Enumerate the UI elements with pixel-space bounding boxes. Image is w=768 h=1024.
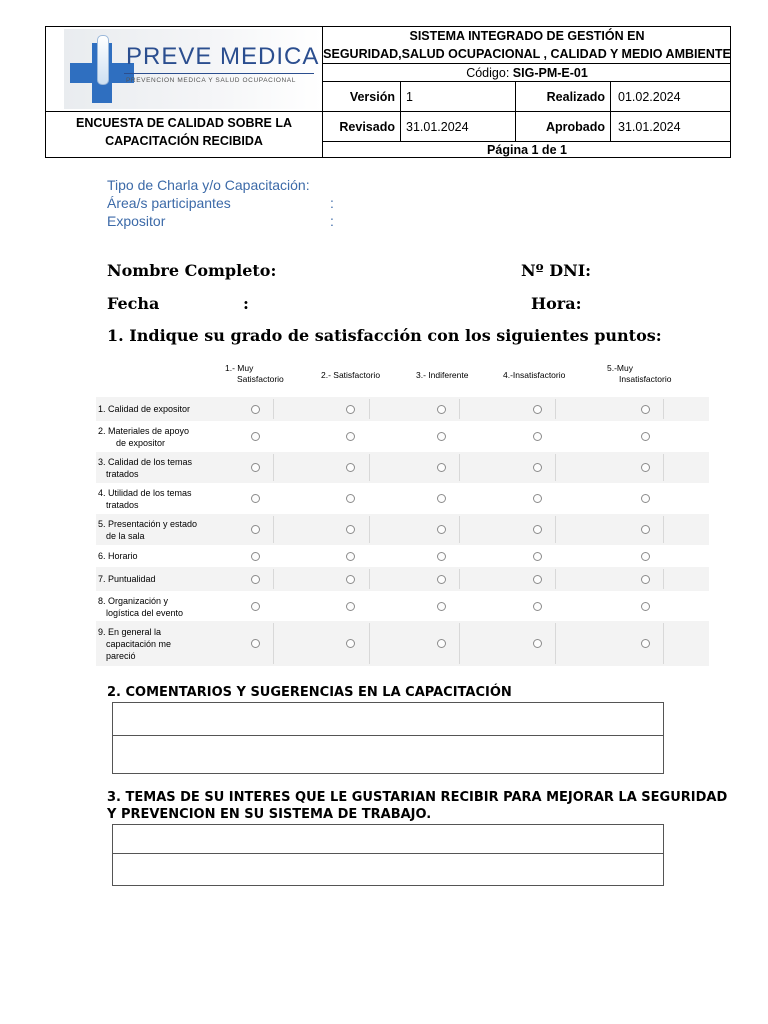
survey-row (96, 514, 709, 545)
radio-option-1[interactable] (251, 432, 260, 441)
realizado-value: 01.02.2024 (618, 89, 681, 104)
cell-separator (369, 623, 370, 664)
cell-separator (459, 516, 460, 543)
radio-option-1[interactable] (251, 494, 260, 503)
scale-header-line1: 2.- Satisfactorio (321, 370, 381, 380)
cell-separator (663, 454, 664, 481)
aprobado-label: Aprobado (545, 119, 605, 134)
scale-header-line2: Satisfactorio (237, 374, 284, 384)
radio-option-2[interactable] (346, 463, 355, 472)
system-title-line2: SEGURIDAD,SALUD OCUPACIONAL , CALIDAD Y MEDIO AMBIENTE (323, 46, 731, 61)
radio-option-3[interactable] (437, 639, 446, 648)
cell-separator (273, 569, 274, 589)
radio-option-5[interactable] (641, 575, 650, 584)
scale-header-4 (503, 370, 565, 381)
scale-header-2 (321, 370, 380, 381)
radio-option-2[interactable] (346, 405, 355, 414)
radio-option-1[interactable] (251, 639, 260, 648)
radio-option-4[interactable] (533, 463, 542, 472)
survey-item-label (98, 595, 223, 619)
company-logo (64, 29, 322, 109)
survey-item-text: logística del evento (106, 607, 184, 618)
radio-option-2[interactable] (346, 432, 355, 441)
survey-item-label (98, 487, 223, 511)
area-colon: : (330, 195, 334, 211)
expositor-colon: : (330, 213, 334, 229)
radio-option-1[interactable] (251, 525, 260, 534)
tipo-capacitacion-label: Tipo de Charla y/o Capacitación: (107, 177, 310, 193)
cell-separator (369, 516, 370, 543)
radio-option-5[interactable] (641, 639, 650, 648)
survey-row (96, 621, 709, 666)
survey-item-text: de expositor (116, 437, 166, 448)
cell-separator (555, 399, 556, 419)
survey-item-label (98, 425, 223, 449)
cell-separator (369, 569, 370, 589)
survey-item-text: 1. Calidad de expositor (98, 404, 191, 414)
survey-row (96, 421, 709, 452)
cell-separator (459, 399, 460, 419)
radio-option-4[interactable] (533, 639, 542, 648)
scale-header-line1: 5.-Muy (607, 363, 633, 373)
version-value: 1 (406, 89, 413, 104)
survey-row (96, 397, 709, 421)
page-number: Página 1 de 1 (487, 143, 567, 157)
fecha-label: Fecha (107, 294, 160, 313)
cell-separator (663, 399, 664, 419)
radio-option-2[interactable] (346, 602, 355, 611)
radio-option-2[interactable] (346, 552, 355, 561)
survey-item-label (98, 550, 223, 562)
survey-item-label (98, 626, 223, 662)
radio-option-3[interactable] (437, 552, 446, 561)
survey-item-text: 5. Presentación y estado (98, 518, 198, 529)
scale-header-line2: Insatisfactorio (619, 374, 672, 384)
radio-option-4[interactable] (533, 432, 542, 441)
code-value: SIG-PM-E-01 (512, 65, 588, 80)
radio-option-4[interactable] (533, 525, 542, 534)
radio-option-4[interactable] (533, 602, 542, 611)
revisado-value: 31.01.2024 (406, 119, 469, 134)
survey-row (96, 567, 709, 591)
area-participantes-label: Área/s participantes (107, 195, 231, 211)
scale-header-1 (225, 363, 284, 385)
cell-separator (663, 569, 664, 589)
radio-option-5[interactable] (641, 525, 650, 534)
cell-separator (663, 623, 664, 664)
code-row (323, 64, 731, 81)
survey-row (96, 545, 709, 567)
survey-row (96, 452, 709, 483)
radio-option-1[interactable] (251, 552, 260, 561)
radio-option-2[interactable] (346, 575, 355, 584)
cell-separator (459, 623, 460, 664)
radio-option-5[interactable] (641, 552, 650, 561)
radio-option-4[interactable] (533, 405, 542, 414)
cell-separator (369, 399, 370, 419)
cell-separator (273, 623, 274, 664)
radio-option-2[interactable] (346, 639, 355, 648)
cell-separator (555, 623, 556, 664)
survey-item-text: 3. Calidad de los temas (98, 456, 193, 467)
logo-brand-text: PREVE MEDICA (126, 43, 320, 70)
cell-separator (555, 569, 556, 589)
cell-separator (369, 454, 370, 481)
survey-item-text: de la sala (106, 530, 145, 541)
survey-item-text: tratados (106, 499, 139, 510)
doc-title-line1: ENCUESTA DE CALIDAD SOBRE LA (76, 116, 292, 130)
radio-option-3[interactable] (437, 525, 446, 534)
scale-header-5 (607, 363, 671, 385)
radio-option-4[interactable] (533, 552, 542, 561)
radio-option-3[interactable] (437, 463, 446, 472)
radio-option-5[interactable] (641, 602, 650, 611)
topics-field-1[interactable] (112, 824, 664, 854)
comments-field-2[interactable] (112, 735, 664, 774)
comments-field-1[interactable] (112, 702, 664, 736)
cell-separator (555, 516, 556, 543)
survey-item-text: 7. Puntualidad (98, 574, 156, 584)
fecha-colon: : (243, 294, 249, 313)
cell-separator (555, 454, 556, 481)
scale-header-line1: 3.- Indiferente (416, 370, 469, 380)
survey-row (96, 591, 709, 622)
radio-option-3[interactable] (437, 575, 446, 584)
cell-separator (459, 454, 460, 481)
survey-item-text: 8. Organización y (98, 595, 169, 606)
satisfaction-question: 1. Indique su grado de satisfacción con los siguientes puntos: (107, 326, 662, 345)
topics-title-line2: Y PREVENCION EN SU SISTEMA DE TRABAJO. (107, 807, 432, 822)
survey-item-text: tratados (106, 468, 139, 479)
survey-item-text: 4. Utilidad de los temas (98, 487, 192, 498)
radio-option-5[interactable] (641, 432, 650, 441)
scale-header-3 (416, 370, 468, 381)
radio-option-2[interactable] (346, 494, 355, 503)
revisado-label: Revisado (339, 119, 395, 134)
dni-label: Nº DNI: (521, 261, 592, 280)
radio-option-1[interactable] (251, 602, 260, 611)
radio-option-1[interactable] (251, 405, 260, 414)
survey-row (96, 483, 709, 514)
survey-item-label (98, 403, 223, 415)
scale-header-line1: 1.- Muy (225, 363, 254, 373)
topics-field-2[interactable] (112, 853, 664, 886)
radio-option-3[interactable] (437, 432, 446, 441)
survey-item-text: 6. Horario (98, 551, 138, 561)
survey-item-label (98, 456, 223, 480)
version-label: Versión (349, 89, 395, 104)
survey-item-label (98, 573, 223, 585)
survey-item-text: pareció (106, 650, 136, 661)
radio-option-3[interactable] (437, 602, 446, 611)
logo-ekg-line (124, 73, 314, 74)
radio-option-4[interactable] (533, 575, 542, 584)
survey-item-text: 9. En general la (98, 626, 162, 637)
cell-separator (459, 569, 460, 589)
nombre-completo-label: Nombre Completo: (107, 261, 277, 280)
cell-separator (273, 399, 274, 419)
doc-title-line2: CAPACITACIÓN RECIBIDA (105, 134, 263, 148)
survey-item-text: capacitación me (106, 638, 172, 649)
document-header (45, 26, 731, 158)
system-title-line1: SISTEMA INTEGRADO DE GESTIÓN EN (409, 28, 645, 43)
cell-separator (663, 516, 664, 543)
person-figure-icon (97, 35, 109, 85)
radio-option-1[interactable] (251, 463, 260, 472)
cell-separator (273, 454, 274, 481)
scale-header-line1: 4.-Insatisfactorio (503, 370, 566, 380)
survey-item-text: 2. Materiales de apoyo (98, 425, 190, 436)
logo-tagline: PREVENCION MEDICA Y SALUD OCUPACIONAL (126, 77, 296, 84)
radio-option-3[interactable] (437, 405, 446, 414)
expositor-label: Expositor (107, 213, 166, 229)
radio-option-5[interactable] (641, 494, 650, 503)
comments-title: 2. COMENTARIOS Y SUGERENCIAS EN LA CAPACITACIÓN (107, 685, 512, 700)
aprobado-value: 31.01.2024 (618, 119, 681, 134)
realizado-label: Realizado (546, 89, 605, 104)
hora-label: Hora: (531, 294, 582, 313)
radio-option-1[interactable] (251, 575, 260, 584)
survey-item-label (98, 518, 223, 542)
radio-option-2[interactable] (346, 525, 355, 534)
topics-title-line1: 3. TEMAS DE SU INTERES QUE LE GUSTARIAN RECIBIR PARA MEJORAR LA SEGURIDAD (107, 790, 728, 805)
code-label: Código: (466, 65, 510, 80)
radio-option-4[interactable] (533, 494, 542, 503)
radio-option-5[interactable] (641, 405, 650, 414)
radio-option-3[interactable] (437, 494, 446, 503)
cell-separator (273, 516, 274, 543)
radio-option-5[interactable] (641, 463, 650, 472)
